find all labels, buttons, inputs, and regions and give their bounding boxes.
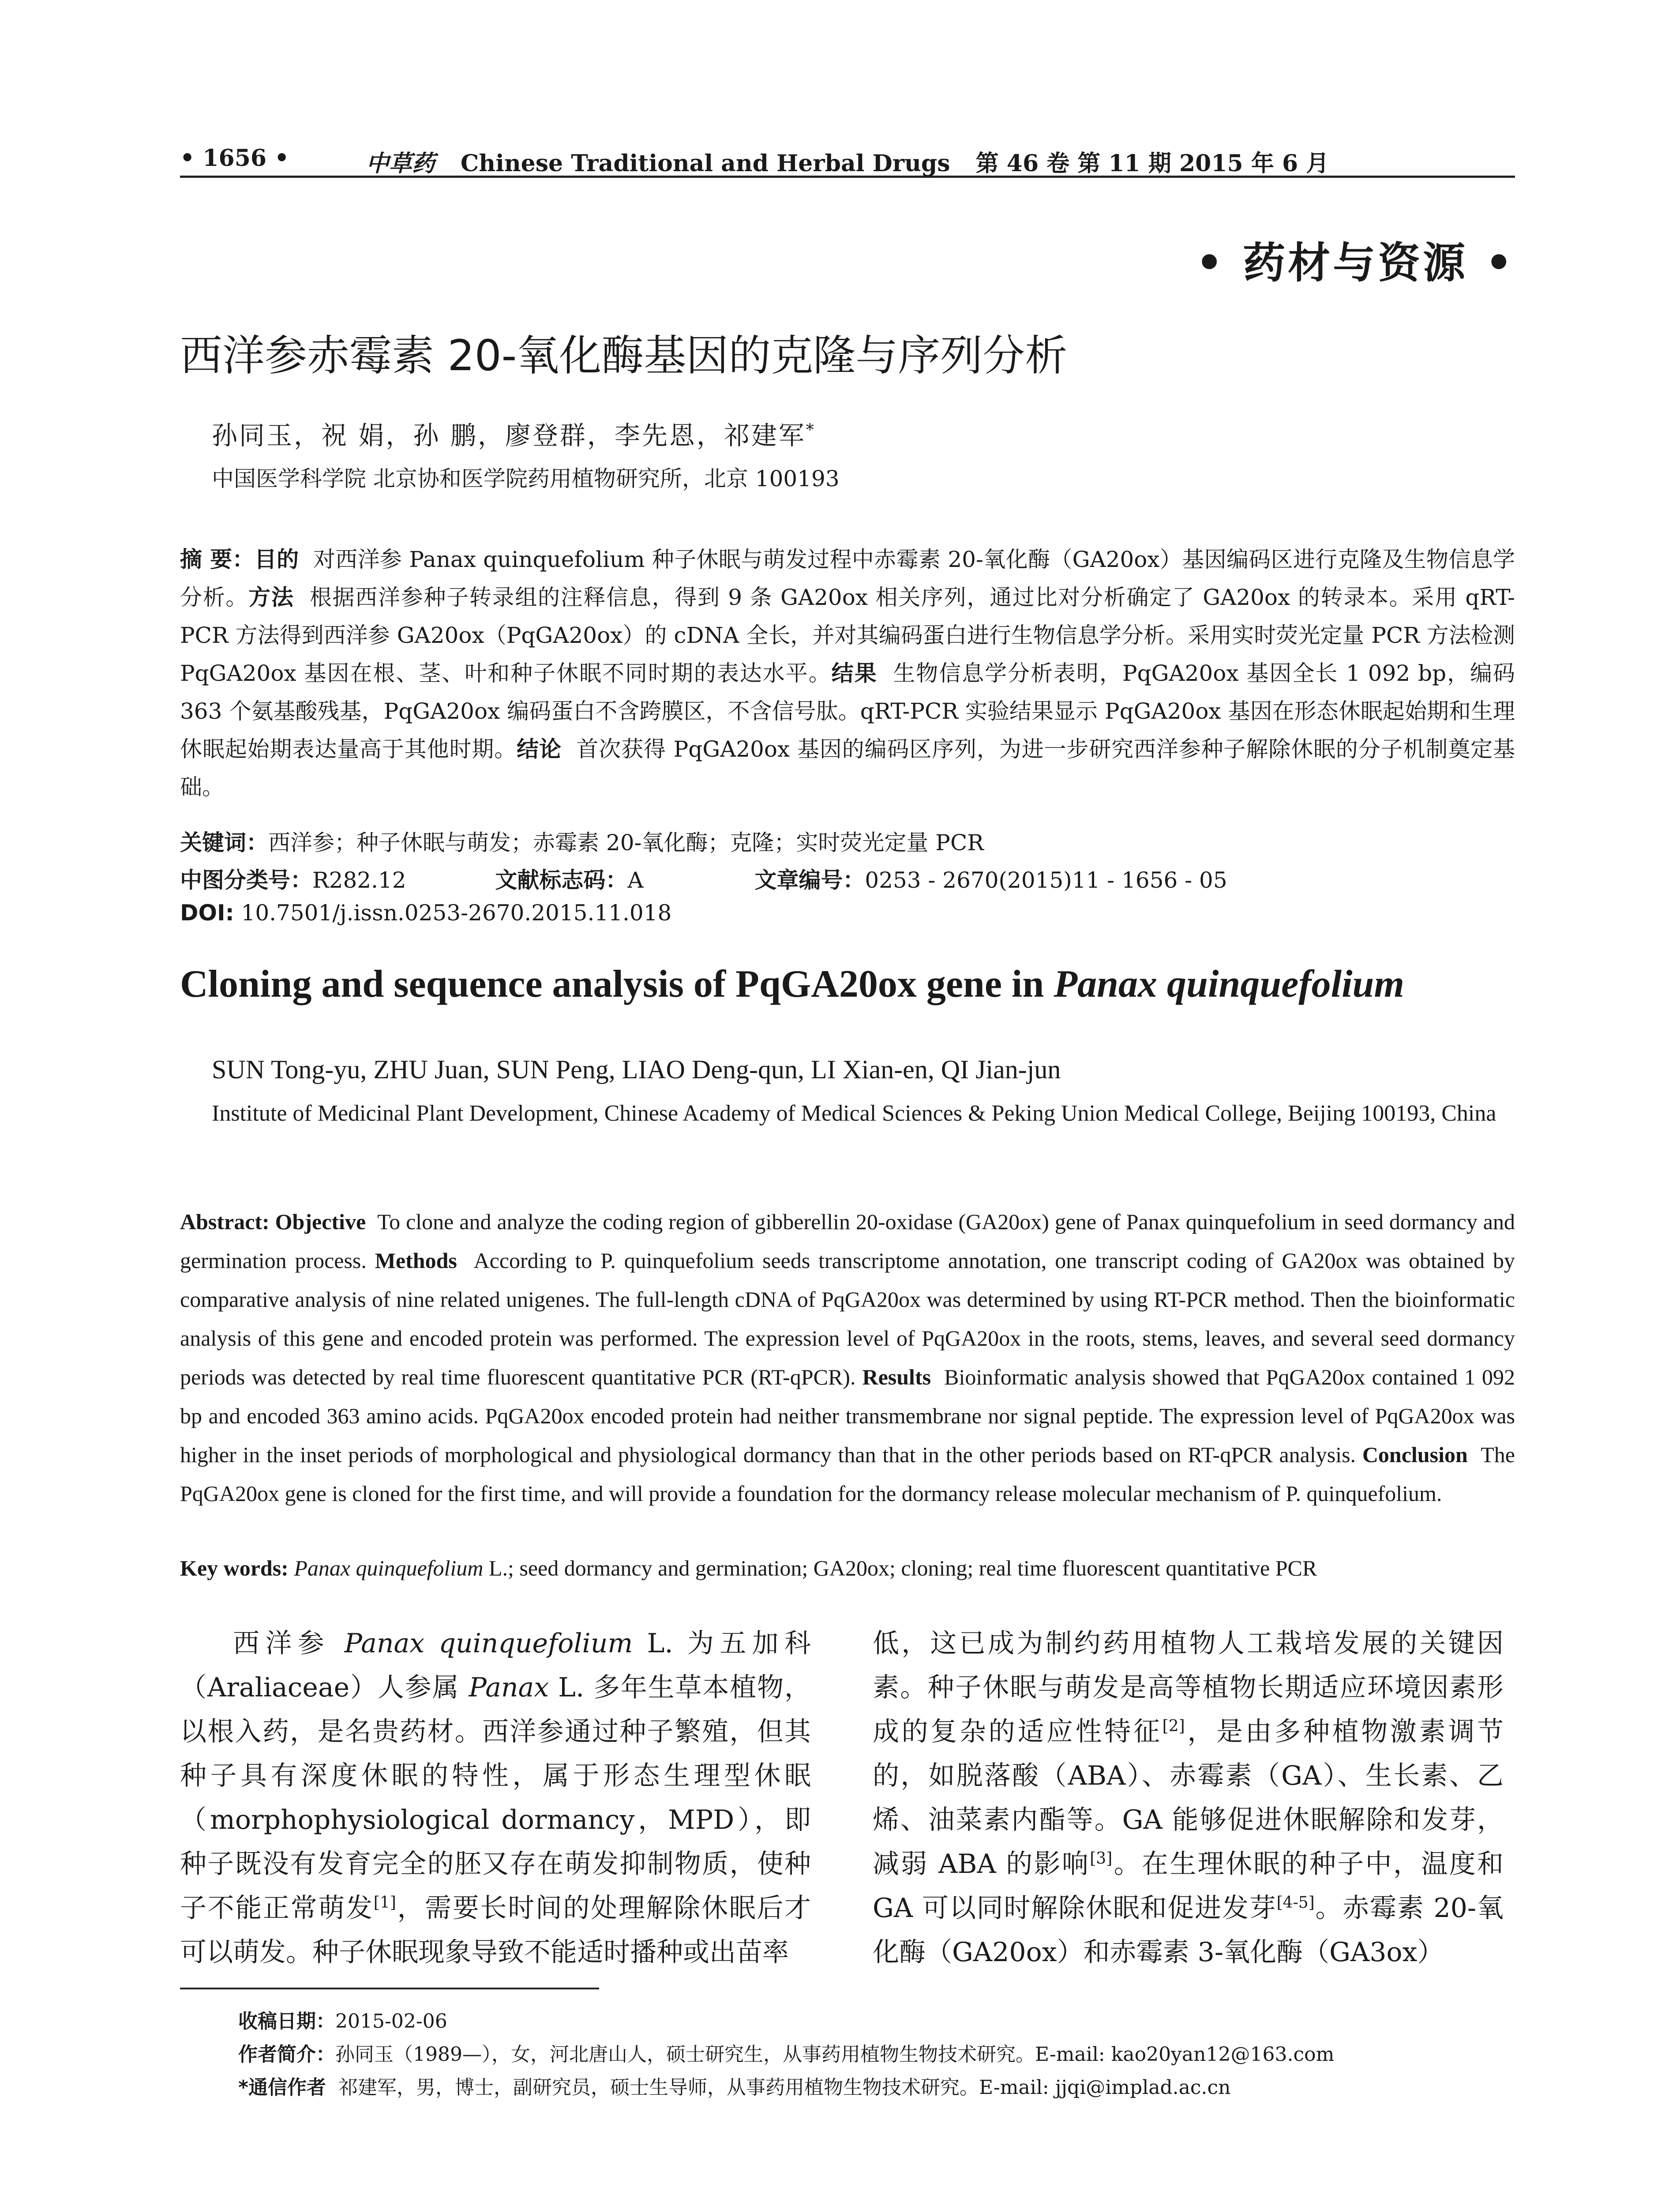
keywords-cn-label: 关键词：: [180, 830, 268, 855]
affiliation-en: Institute of Medicinal Plant Development, Chinese Academy of Medical Sciences & Peking Union Medical College, Beijing 100193, China: [212, 1101, 1496, 1126]
doc-code-label: 文献标志码：: [495, 867, 628, 893]
abstract-cn: [180, 540, 1515, 806]
conclusion-cn: 首次获得 PqGA20ox 基因的编码区序列，为进一步研究西洋参种子解除休眠的分子机制奠定基础。: [180, 736, 1515, 800]
journal-name-en: Chinese Traditional and Herbal Drugs: [460, 150, 950, 177]
doi-label: DOI:: [180, 900, 234, 926]
doc-code-value: A: [627, 867, 644, 893]
results-label-cn: 结果: [831, 660, 878, 686]
objective-cn: 对西洋参 Panax quinquefolium 种子休眠与萌发过程中赤霉素 20-氧化酶（GA20ox）基因编码区进行克隆及生物信息学分析。: [180, 547, 1515, 610]
methods-en: According to P. quinquefolium seeds transcriptome annotation, one transcript coding of GA20ox was obtained by comparative analysis of nine related unigenes. The full-length cDNA of PqGA20ox was determined by using RT-PCR method. Then the bioinformatic analysis of this gene and encoded protein was performed. The expression level of PqGA20ox in the roots, stems, leaves, and several seed dormancy periods was detected by real time fluorescent quantitative PCR (RT-qPCR).: [180, 1248, 1515, 1389]
article-title-en: [180, 962, 1404, 1006]
body-left-p4: ，需要长时间的处理解除休眠后才可以萌发。种子休眠现象导致不能适时播种或出苗率: [180, 1893, 811, 1968]
body-column-right: [873, 1621, 1504, 1974]
body-left-genus: Panax: [469, 1672, 549, 1703]
methods-label-en: Methods: [375, 1248, 457, 1273]
journal-info: [180, 145, 1515, 178]
body-right-p3: 。在生理休眠的种子中，温度和 GA 可以同时解除休眠和促进发芽: [873, 1849, 1504, 1924]
conclusion-label-cn: 结论: [517, 736, 562, 762]
body-left-p3: L. 多年生草本植物，以根入药，是名贵药材。西洋参通过种子繁殖，但其种子具有深度休眠的特性，属于形态生理型休眠（morphophysiological dormancy，MPD），即种子既没有发育完全的胚又存在萌发抑制物质，使种子不能正常萌发: [180, 1672, 811, 1924]
methods-cn: 根据西洋参种子转录组的注释信息，得到 9 条 GA20ox 相关序列，通过比对分析确定了 GA20ox 的转录本。采用 qRT-PCR 方法得到西洋参 GA20ox（PqGA20ox）的 cDNA 全长，并对其编码蛋白进行生物信息学分析。采用实时荧光定量 PCR 方法检测 PqGA20ox 基因在根、茎、叶和种子休眠不同时期的表达水平。: [180, 585, 1515, 686]
methods-label-cn: 方法: [248, 585, 294, 610]
clc-value: R282.12: [312, 867, 406, 893]
corresponding-info: 祁建军，男，博士，副研究员，硕士生导师，从事药用植物生物技术研究。E-mail: jjqi@implad.ac.cn: [338, 2076, 1231, 2099]
keywords-en-text: L.; seed dormancy and germination; GA20ox; cloning; real time fluorescent quantitative PCR: [488, 1556, 1317, 1580]
author-bio: 孙同玉（1989—），女，河北唐山人，硕士研究生，从事药用植物生物技术研究。E-mail: kao20yan12@163.com: [335, 2043, 1335, 2066]
body-left-p2: L. 为五加科（Araliaceae）人参属: [180, 1628, 811, 1703]
article-id-label: 文章编号：: [754, 867, 865, 893]
keywords-en: [180, 1555, 1515, 1581]
citation-1[interactable]: [1]: [373, 1894, 396, 1912]
authors-cn: [212, 415, 816, 452]
keywords-cn: [180, 825, 984, 857]
footnote-author: [238, 2038, 1334, 2067]
classification-line: [180, 863, 1227, 894]
body-column-left: [180, 1621, 811, 1974]
footnote-corresponding: [238, 2071, 1231, 2100]
author-bio-label: 作者简介：: [238, 2043, 335, 2066]
conclusion-label-en: Conclusion: [1362, 1442, 1468, 1467]
body-left-p1: 西洋参: [233, 1628, 330, 1659]
article-title-cn: 西洋参赤霉素 20-氧化酶基因的克隆与序列分析: [180, 331, 1068, 380]
abstract-cn-label: 摘 要：: [180, 547, 255, 572]
section-tag: • 药材与资源 •: [1196, 238, 1515, 288]
received-label: 收稿日期：: [238, 2010, 335, 2033]
clc-label: 中图分类号：: [180, 867, 312, 893]
corresponding-mark: *: [806, 421, 816, 439]
page-number: • 1656 •: [180, 145, 289, 172]
affiliation-cn: 中国医学科学院 北京协和医学院药用植物研究所，北京 100193: [212, 466, 840, 491]
article-id-value: 0253 - 2670(2015)11 - 1656 - 05: [865, 867, 1227, 893]
keywords-en-label: Key words:: [180, 1556, 289, 1580]
results-label-en: Results: [862, 1365, 931, 1389]
authors-cn-text: 孙同玉，祝 娟，孙 鹏，廖登群，李先恩，祁建军: [212, 420, 806, 450]
objective-en: To clone and analyze the coding region of gibberellin 20-oxidase (GA20ox) gene of Panax quinquefolium in seed dormancy and germination process.: [180, 1209, 1515, 1273]
citation-2[interactable]: [2]: [1162, 1717, 1185, 1735]
results-cn: 生物信息学分析表明，PqGA20ox 基因全长 1 092 bp，编码 363 个氨基酸残基，PqGA20ox 编码蛋白不含跨膜区，不含信号肽。qRT-PCR 实验结果显示 PqGA20ox 基因在形态休眠起始期和生理休眠起始期表达量高于其他时期。: [180, 660, 1515, 762]
footnote-received: [238, 2005, 447, 2033]
objective-label-cn: 目的: [254, 547, 299, 572]
corresponding-label: *通信作者: [238, 2076, 326, 2099]
body-right-p4: 。赤霉素 20-氧化酶（GA20ox）和赤霉素 3-氧化酶（GA3ox）: [873, 1893, 1504, 1968]
authors-en: SUN Tong-yu, ZHU Juan, SUN Peng, LIAO Deng-qun, LI Xian-en, QI Jian-jun: [212, 1055, 1061, 1084]
body-left-species: Panax quinquefolium: [344, 1628, 633, 1659]
conclusion-en: The PqGA20ox gene is cloned for the first time, and will provide a foundation for the dormancy release molecular mechanism of P. quinquefolium.: [180, 1442, 1515, 1506]
citation-3[interactable]: [3]: [1090, 1850, 1113, 1868]
journal-name-cn: 中草药: [366, 150, 435, 177]
results-en: Bioinformatic analysis showed that PqGA20ox contained 1 092 bp and encoded 363 amino acids. PqGA20ox encoded protein had neither transmembrane nor signal peptide. The expression level of PqGA20ox was higher in the inset periods of morphological and physiological dormancy than that in the other periods based on RT-qPCR analysis.: [180, 1365, 1515, 1467]
journal-issue: 第 46 卷 第 11 期 2015 年 6 月: [975, 150, 1329, 177]
body-right-p2: ，是由多种植物激素调节的，如脱落酸（ABA）、赤霉素（GA）、生长素、乙烯、油菜素内酯等。GA 能够促进休眠解除和发芽，减弱 ABA 的影响: [873, 1716, 1504, 1880]
doi-value: 10.7501/j.issn.0253-2670.2015.11.018: [241, 900, 672, 926]
keywords-cn-text: 西洋参；种子休眠与萌发；赤霉素 20-氧化酶；克隆；实时荧光定量 PCR: [268, 830, 984, 855]
running-header: [180, 140, 1515, 178]
received-date: 2015-02-06: [335, 2010, 447, 2033]
abstract-en: [180, 1202, 1515, 1513]
title-en-main: Cloning and sequence analysis of PqGA20ox gene in: [180, 963, 1044, 1005]
abstract-en-label: Abstract: Objective: [180, 1209, 366, 1234]
keywords-en-species: Panax quinquefolium: [294, 1556, 484, 1580]
footnote-divider: [180, 1988, 599, 1989]
title-en-species: Panax quinquefolium: [1054, 963, 1404, 1005]
citation-4-5[interactable]: [4-5]: [1276, 1894, 1315, 1912]
doi-line: [180, 900, 671, 926]
body-right-p1: 低，这已成为制约药用植物人工栽培发展的关键因素。种子休眠与萌发是高等植物长期适应环境因素形成的复杂的适应性特征: [873, 1628, 1504, 1747]
